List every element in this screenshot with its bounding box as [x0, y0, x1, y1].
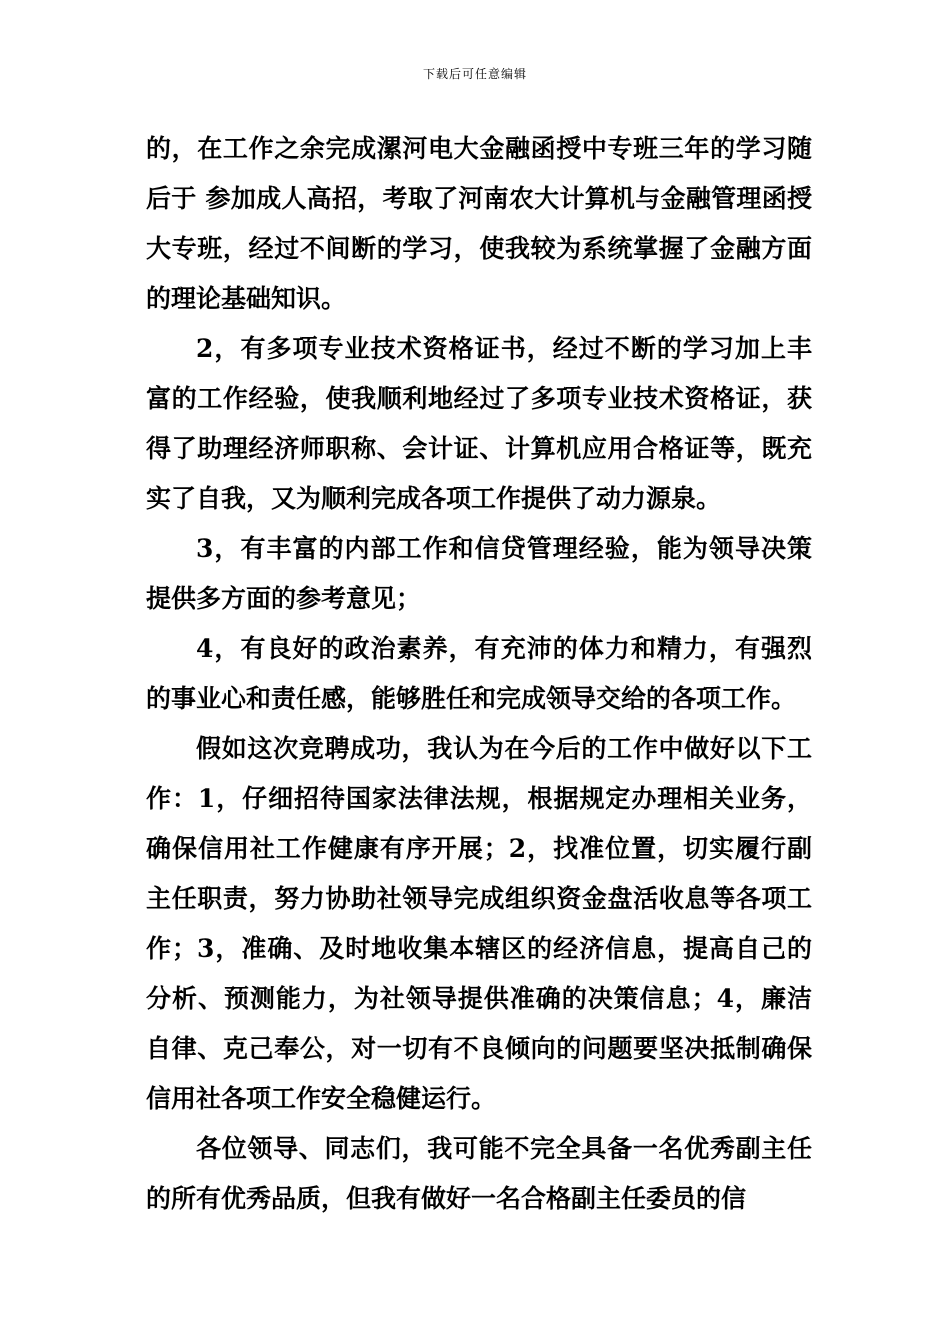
- paragraph-6: 各位领导、同志们，我可能不完全具备一名优秀副主任的所有优秀品质，但我有做好一名合格副主任委员的信: [146, 1134, 812, 1213]
- paragraph-4: 4，有良好的政治素养，有充沛的体力和精力，有强烈的事业心和责任感，能够胜任和完成领导交给的各项工作。: [146, 634, 812, 713]
- paragraph-2: 2，有多项专业技术资格证书，经过不断的学习加上丰富的工作经验，使我顺利地经过了多项专业技术资格证，获得了助理经济师职称、会计证、计算机应用合格证等，既充实了自我，又为顺利完成各项工作提供了动力源泉。: [146, 334, 812, 513]
- paragraph-5: 假如这次竞聘成功，我认为在今后的工作中做好以下工作：1，仔细招待国家法律法规，根据规定办理相关业务，确保信用社工作健康有序开展；2，找准位置，切实履行副主任职责，努力协助社领导完成组织资金盘活收息等各项工作；3，准确、及时地收集本辖区的经济信息，提高自己的分析、预测能力，为社领导提供准确的决策信息；4，廉洁自律、克己奉公，对一切有不良倾向的问题要坚决抵制确保信用社各项工作安全稳健运行。: [146, 734, 812, 1113]
- paragraph-1: 的，在工作之余完成漯河电大金融函授中专班三年的学习随后于 参加成人高招，考取了河南农大计算机与金融管理函授大专班，经过不间断的学习，使我较为系统掌握了金融方面的理论基础知识。: [146, 134, 812, 313]
- paragraph-3: 3，有丰富的内部工作和信贷管理经验，能为领导决策提供多方面的参考意见；: [146, 534, 812, 613]
- document-body: [146, 124, 812, 1224]
- header-note: 下载后可任意编辑: [422, 67, 527, 81]
